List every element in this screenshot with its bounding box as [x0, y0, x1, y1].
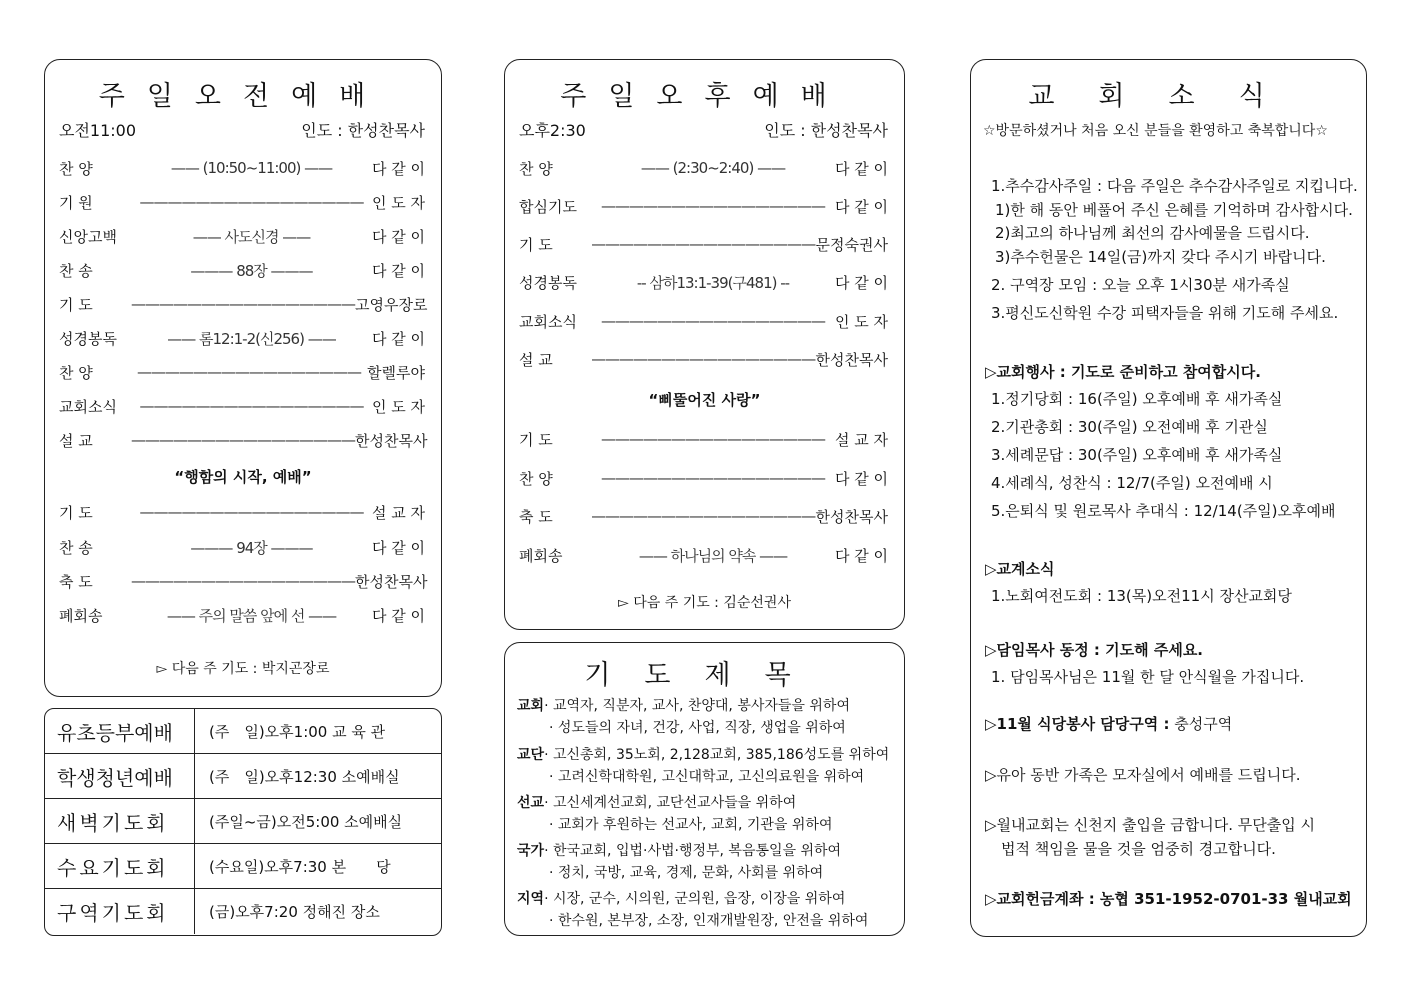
- order-row: 폐회송 —— 주의 말씀 앞에 선 —— 다 같 이: [59, 606, 425, 625]
- order-row: 기 원 ———————————————— 인 도 자: [59, 193, 425, 212]
- infant-line: ▷유아 동반 가족은 모자실에서 예배를 드립니다.: [985, 766, 1301, 784]
- table-row: [45, 889, 441, 934]
- schedule-table: [44, 708, 442, 936]
- order-row: 폐회송 —— 하나님의 약속 —— 다 같 이: [519, 546, 888, 565]
- news-line: 1.추수감사주일 : 다음 주일은 추수감사주일로 지킵니다.: [991, 177, 1358, 195]
- schedule-time: (주 일)오후1:00 교 육 관: [209, 722, 386, 741]
- event-line: 3.세례문답 : 30(주일) 오후예배 후 새가족실: [991, 446, 1283, 464]
- news-title: 교회소식: [1028, 81, 1309, 112]
- morning-worship-panel: [44, 59, 442, 697]
- news-line: 3.평신도신학원 수강 피택자들을 위해 기도해 주세요.: [991, 304, 1339, 322]
- warning-line: ▷월내교회는 신천지 출입을 금합니다. 무단출입 시: [985, 816, 1315, 834]
- order-row: 설 교 ———————————————— 한성찬목사: [59, 431, 428, 450]
- prayer-topic: 지역· 시장, 군수, 시의원, 군의원, 읍장, 이장을 위하여: [517, 891, 846, 907]
- prayer-topic-line: · 정치, 국방, 교육, 경제, 문화, 사회를 위하여: [549, 865, 824, 881]
- order-row: 축 도 ———————————————— 한성찬목사: [519, 507, 888, 526]
- order-row: 신앙고백 —— 사도신경 —— 다 같 이: [59, 227, 425, 246]
- warning-line: 법적 책임을 물을 것을 엄중히 경고합니다.: [1001, 840, 1276, 858]
- morning-leader: 인도 : 한성찬목사: [301, 121, 425, 140]
- order-row: 성경봉독 —— 롬12:1-2(신256) —— 다 같 이: [59, 329, 425, 348]
- afternoon-next-prayer: ▻ 다음 주 기도 : 김순선권사: [618, 595, 791, 611]
- prayer-topics-panel: [504, 642, 905, 936]
- schedule-time: (금)오후7:20 정해진 장소: [209, 903, 380, 921]
- table-row: [45, 844, 441, 889]
- prayer-topic-line: · 고려신학대학원, 고신대학교, 고신의료원을 위하여: [549, 769, 865, 785]
- order-row: 찬 양 —— (2:30~2:40) —— 다 같 이: [519, 159, 888, 178]
- schedule-time: (수요일)오후7:30 본 당: [209, 857, 391, 876]
- schedule-name: 구역기도회: [45, 889, 195, 934]
- order-row: 성경봉독 -- 삼하13:1-39(구481) -- 다 같 이: [519, 273, 888, 292]
- order-row: 교회소식 ———————————————— 인 도 자: [59, 397, 425, 416]
- schedule-time: (주일~금)오전5:00 소예배실: [209, 812, 403, 831]
- afternoon-leader: 인도 : 한성찬목사: [764, 121, 888, 140]
- order-row: 찬 양 —— (10:50~11:00) —— 다 같 이: [59, 159, 425, 178]
- prayer-topic: 교단· 고신총회, 35노회, 2,128교회, 385,186성도를 위하여: [517, 747, 890, 763]
- afternoon-time: 오후2:30: [519, 121, 586, 140]
- news-line: 1)한 해 동안 베풀어 주신 은혜를 기억하며 감사합시다.: [995, 201, 1353, 219]
- order-row: 축 도 ———————————————— 한성찬목사: [59, 572, 428, 591]
- morning-title: 주일오전예배: [98, 81, 388, 112]
- afternoon-sermon-title: “삐뚤어진 사랑”: [648, 391, 761, 409]
- prayer-topic: 선교· 고신세계선교회, 교단선교사들을 위하여: [517, 795, 797, 811]
- schedule-time: (주 일)오후12:30 소예배실: [209, 767, 400, 786]
- order-row: 기 도 ———————————————— 설 교 자: [519, 430, 888, 449]
- afternoon-worship-panel: [504, 59, 905, 630]
- event-line: 1.정기당회 : 16(주일) 오후예배 후 새가족실: [991, 390, 1283, 408]
- news-line: 2. 구역장 모임 : 오늘 오후 1시30분 새가족실: [991, 276, 1290, 294]
- afternoon-title: 주일오후예배: [560, 81, 849, 112]
- order-row: 합심기도 ———————————————— 다 같 이: [519, 197, 888, 216]
- events-heading: ▷교회행사 : 기도로 준비하고 참여합시다.: [985, 363, 1261, 381]
- table-row: [45, 709, 441, 754]
- prayer-topic: 교회· 교역자, 직분자, 교사, 찬양대, 봉사자들을 위하여: [517, 698, 850, 714]
- order-row: 설 교 ———————————————— 한성찬목사: [519, 350, 888, 369]
- region-line: 1.노회여전도회 : 13(목)오전11시 장산교회당: [991, 587, 1292, 605]
- news-line: 3)추수헌물은 14일(금)까지 갖다 주시기 바랍니다.: [995, 248, 1326, 266]
- event-line: 5.은퇴식 및 원로목사 추대식 : 12/14(주일)오후예배: [991, 502, 1336, 520]
- welcome-text: ☆방문하셨거나 처음 오신 분들을 환영하고 축복합니다☆: [983, 123, 1328, 139]
- order-row: 찬 송 ——— 94장 ——— 다 같 이: [59, 538, 425, 557]
- prayer-topic: 국가· 한국교회, 입법·사법·행정부, 복음통일을 위하여: [517, 843, 842, 859]
- meal-service-line: ▷11월 식당봉사 담당구역 : 충성구역: [985, 715, 1233, 733]
- prayer-title: 기도제목: [584, 660, 825, 691]
- table-row: [45, 799, 441, 844]
- prayer-topic-line: · 성도들의 자녀, 건강, 사업, 직장, 생업을 위하여: [549, 720, 846, 736]
- church-news-panel: [970, 59, 1367, 937]
- schedule-name: 수요기도회: [45, 844, 195, 888]
- region-heading: ▷교계소식: [985, 560, 1055, 578]
- news-line: 2)최고의 하나님께 최선의 감사예물을 드립시다.: [995, 224, 1310, 242]
- pastor-line: 1. 담임목사님은 11월 한 달 안식월을 가집니다.: [991, 668, 1305, 686]
- schedule-name: 학생청년예배: [45, 754, 195, 798]
- order-row: 기 도 ———————————————— 문정숙권사: [519, 235, 888, 254]
- table-row: [45, 754, 441, 799]
- pastor-heading: ▷담임목사 동정 : 기도해 주세요.: [985, 641, 1204, 659]
- event-line: 2.기관총회 : 30(주일) 오전예배 후 기관실: [991, 418, 1268, 436]
- order-row: 찬 양 ———————————————— 다 같 이: [519, 469, 888, 488]
- morning-time: 오전11:00: [59, 121, 137, 140]
- morning-next-prayer: ▻ 다음 주 기도 : 박지곤장로: [156, 661, 330, 677]
- schedule-name: 새벽기도회: [45, 799, 195, 843]
- account-line: ▷교회헌금계좌 : 농협 351-1952-0701-33 월내교회: [985, 890, 1352, 908]
- order-row: 찬 송 ——— 88장 ——— 다 같 이: [59, 261, 425, 280]
- order-row: 찬 양 ———————————————— 할렐루야: [59, 363, 425, 382]
- event-line: 4.세례식, 성찬식 : 12/7(주일) 오전예배 시: [991, 474, 1273, 492]
- morning-sermon-title: “행함의 시작, 예배”: [174, 468, 312, 486]
- order-row: 기 도 ———————————————— 고영우장로: [59, 295, 428, 314]
- prayer-topic-line: · 한수원, 본부장, 소장, 인재개발원장, 안전을 위하여: [549, 913, 869, 929]
- order-row: 기 도 ———————————————— 설 교 자: [59, 503, 425, 522]
- prayer-topic-line: · 교회가 후원하는 선교사, 교회, 기관을 위하여: [549, 817, 833, 833]
- schedule-name: 유초등부예배: [45, 709, 195, 753]
- order-row: 교회소식 ———————————————— 인 도 자: [519, 312, 888, 331]
